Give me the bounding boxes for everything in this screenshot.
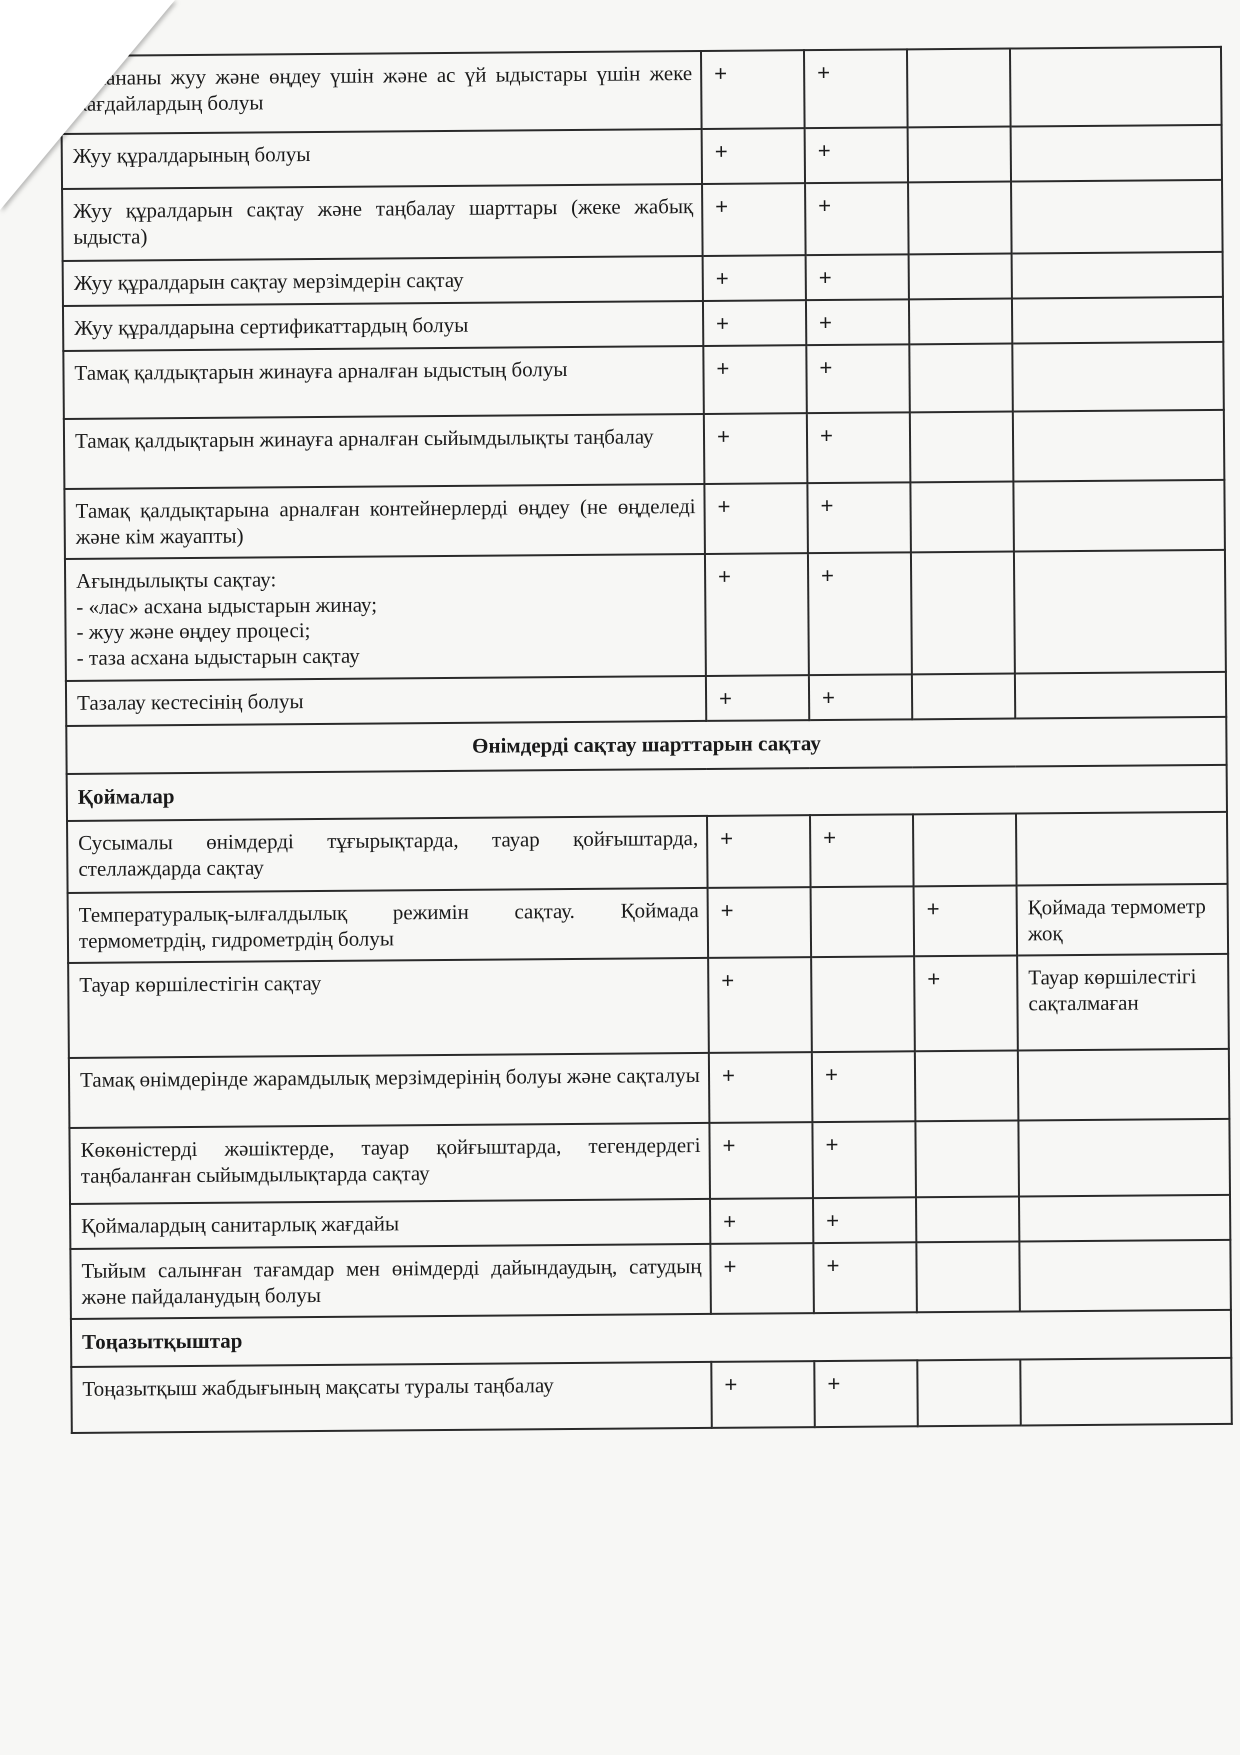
mark-column-1: + [709, 1122, 813, 1199]
subsection-title-fridges: Тоңазытқыштар [71, 1310, 1231, 1367]
checklist-row [70, 1240, 1231, 1319]
mark-column-3 [908, 182, 1012, 255]
remark-cell [1016, 812, 1228, 886]
criterion-line: - жуу және өңдеу процесі; [76, 618, 311, 645]
remark-cell [1019, 1240, 1231, 1312]
subsection-title-warehouses: Қоймалар [67, 764, 1227, 821]
mark-column-2: + [813, 1198, 916, 1244]
criterion-line: - таза асхана ыдыстарын сақтау [76, 643, 360, 670]
checklist-row [61, 47, 1222, 134]
mark-column-3 [911, 552, 1015, 675]
remark-cell [1020, 1358, 1232, 1426]
mark-column-3 [909, 299, 1012, 345]
mark-column-2: + [807, 412, 911, 483]
mark-column-1: + [707, 815, 811, 888]
remark-cell [1013, 410, 1225, 482]
checklist-row [69, 1119, 1230, 1204]
mark-column-3 [915, 1051, 1019, 1122]
checklist-row [68, 884, 1229, 963]
mark-column-3 [913, 814, 1017, 887]
mark-column-3 [915, 1121, 1019, 1198]
mark-column-1: + [711, 1361, 815, 1428]
mark-column-1: + [706, 675, 809, 721]
mark-column-3 [908, 127, 1011, 183]
mark-column-1: + [701, 50, 805, 129]
remark-cell [1011, 180, 1223, 254]
checklist-row [62, 125, 1222, 189]
criterion-text: Тауар көршілестігін сақтау [68, 958, 709, 1058]
remark-cell [1018, 1119, 1230, 1197]
mark-column-3: + [914, 956, 1018, 1052]
criterion-text: Жуу құралдарының болуы [62, 129, 702, 189]
mark-column-1: + [703, 345, 807, 414]
mark-column-2: + [806, 344, 910, 413]
remark-cell [1012, 252, 1223, 299]
mark-column-3 [909, 344, 1013, 413]
mark-column-2 [811, 957, 915, 1053]
checklist-row [64, 410, 1225, 489]
mark-column-3 [916, 1197, 1019, 1243]
remark-cell [1013, 480, 1225, 552]
criterion-text: Тыйым салынған тағамдар мен өнімдерді дайындаудың, сатудың және пайдаланудың болуы [70, 1244, 711, 1319]
criterion-text: Көкөністерді жәшіктерде, тауар қойғыштарда, тегендердегі таңбаланған сыйымдылықтарда сақтау [69, 1123, 710, 1204]
checklist-row-flow [65, 550, 1226, 681]
criterion-text [65, 554, 706, 681]
mark-column-3 [916, 1242, 1020, 1313]
mark-column-2 [811, 887, 915, 958]
remark-cell [1019, 1195, 1230, 1242]
folded-page-corner [0, 0, 175, 210]
criterion-line: - «лас» асхана ыдыстарын жинау; [76, 592, 378, 619]
mark-column-2: + [812, 1122, 916, 1199]
remark-cell [1015, 672, 1226, 719]
mark-column-3 [909, 254, 1012, 300]
mark-column-2: + [809, 674, 912, 720]
checklist-row [69, 1049, 1230, 1128]
checklist-row [71, 1358, 1231, 1433]
mark-column-1: + [705, 553, 809, 676]
criterion-text: Жуу құралдарын сақтау мерзімдерін сақтау [63, 256, 703, 306]
remark-cell [1010, 47, 1222, 127]
mark-column-2: + [805, 127, 908, 183]
mark-column-2: + [808, 552, 912, 675]
checklist-row [63, 342, 1223, 419]
mark-column-1: + [709, 1052, 813, 1123]
inspection-sheet [60, 46, 1231, 1434]
mark-column-2: + [814, 1360, 918, 1427]
mark-column-2: + [813, 1243, 917, 1314]
criterion-text: Жуу құралдарына сертификаттардың болуы [63, 301, 703, 351]
mark-column-1: + [710, 1198, 813, 1244]
mark-column-3: + [914, 886, 1018, 957]
checklist-row [67, 812, 1228, 893]
criterion-text: Тамақ қалдықтарын жинауға арналған ыдыстың болуы [63, 346, 704, 419]
mark-column-3 [910, 412, 1014, 483]
mark-column-1: + [708, 887, 812, 958]
remark-cell: Тауар көршілестігі сақталмаған [1017, 954, 1229, 1051]
mark-column-2: + [805, 182, 909, 255]
criterion-text: Температуралық-ылғалдылық режимін сақтау. Қоймада термометрдің, гидрометрдің болуы [68, 888, 709, 963]
mark-column-3 [917, 1359, 1021, 1426]
remark-cell: Қоймада термометр жоқ [1017, 884, 1229, 956]
criterion-text: Тамақ өнімдерінде жарамдылық мерзімдерінің болуы және сақталуы [69, 1053, 710, 1128]
criterion-text: Тамақ қалдықтарын жинауға арналған сыйымдылықты таңбалау [64, 414, 705, 489]
mark-column-1: + [703, 300, 806, 346]
criterion-text: Тазалау кестесінің болуы [66, 676, 706, 726]
checklist-row [62, 180, 1223, 261]
mark-column-2: + [804, 49, 908, 128]
criterion-text: Тамақ қалдықтарына арналған контейнерлерді өңдеу (не өңделеді және кім жауапты) [64, 484, 705, 559]
mark-column-1: + [704, 483, 808, 554]
mark-column-1: + [702, 128, 805, 184]
criterion-text: Қоймалардың санитарлық жағдайы [70, 1199, 710, 1249]
checklist-row [64, 480, 1225, 559]
mark-column-3 [907, 49, 1011, 128]
mark-column-2: + [806, 254, 909, 300]
checklist-table [60, 46, 1233, 1434]
remark-cell [1014, 550, 1226, 674]
mark-column-1: + [702, 183, 806, 256]
mark-column-2: + [810, 815, 914, 888]
criterion-text: Асхананы жуу және өңдеу үшін және ас үй ыдыстары үшін жеке жағдайлардың болуы [61, 51, 702, 134]
remark-cell [1018, 1049, 1230, 1121]
remark-cell [1012, 297, 1223, 344]
criterion-text: Тоңазытқыш жабдығының мақсаты туралы таңбалау [71, 1362, 711, 1433]
mark-column-1: + [710, 1243, 814, 1314]
mark-column-2: + [812, 1052, 916, 1123]
remark-cell [1011, 125, 1222, 182]
mark-column-1: + [703, 255, 806, 301]
checklist-row [68, 954, 1229, 1058]
mark-column-1: + [704, 413, 808, 484]
criterion-text: Жуу құралдарын сақтау және таңбалау шарттары (жеке жабық ыдыста) [62, 184, 703, 261]
criterion-line: Ағындылықты сақтау: [76, 567, 277, 593]
section-title: Өнімдерді сақтау шарттарын сақтау [66, 717, 1226, 774]
criterion-text: Сусымалы өнімдерді тұғырықтарда, тауар қойғыштарда, стеллаждарда сақтау [67, 816, 708, 893]
mark-column-3 [912, 674, 1015, 720]
mark-column-2: + [807, 482, 911, 553]
mark-column-3 [910, 482, 1014, 553]
mark-column-2: + [806, 299, 909, 345]
remark-cell [1012, 342, 1224, 412]
mark-column-1: + [708, 957, 812, 1053]
